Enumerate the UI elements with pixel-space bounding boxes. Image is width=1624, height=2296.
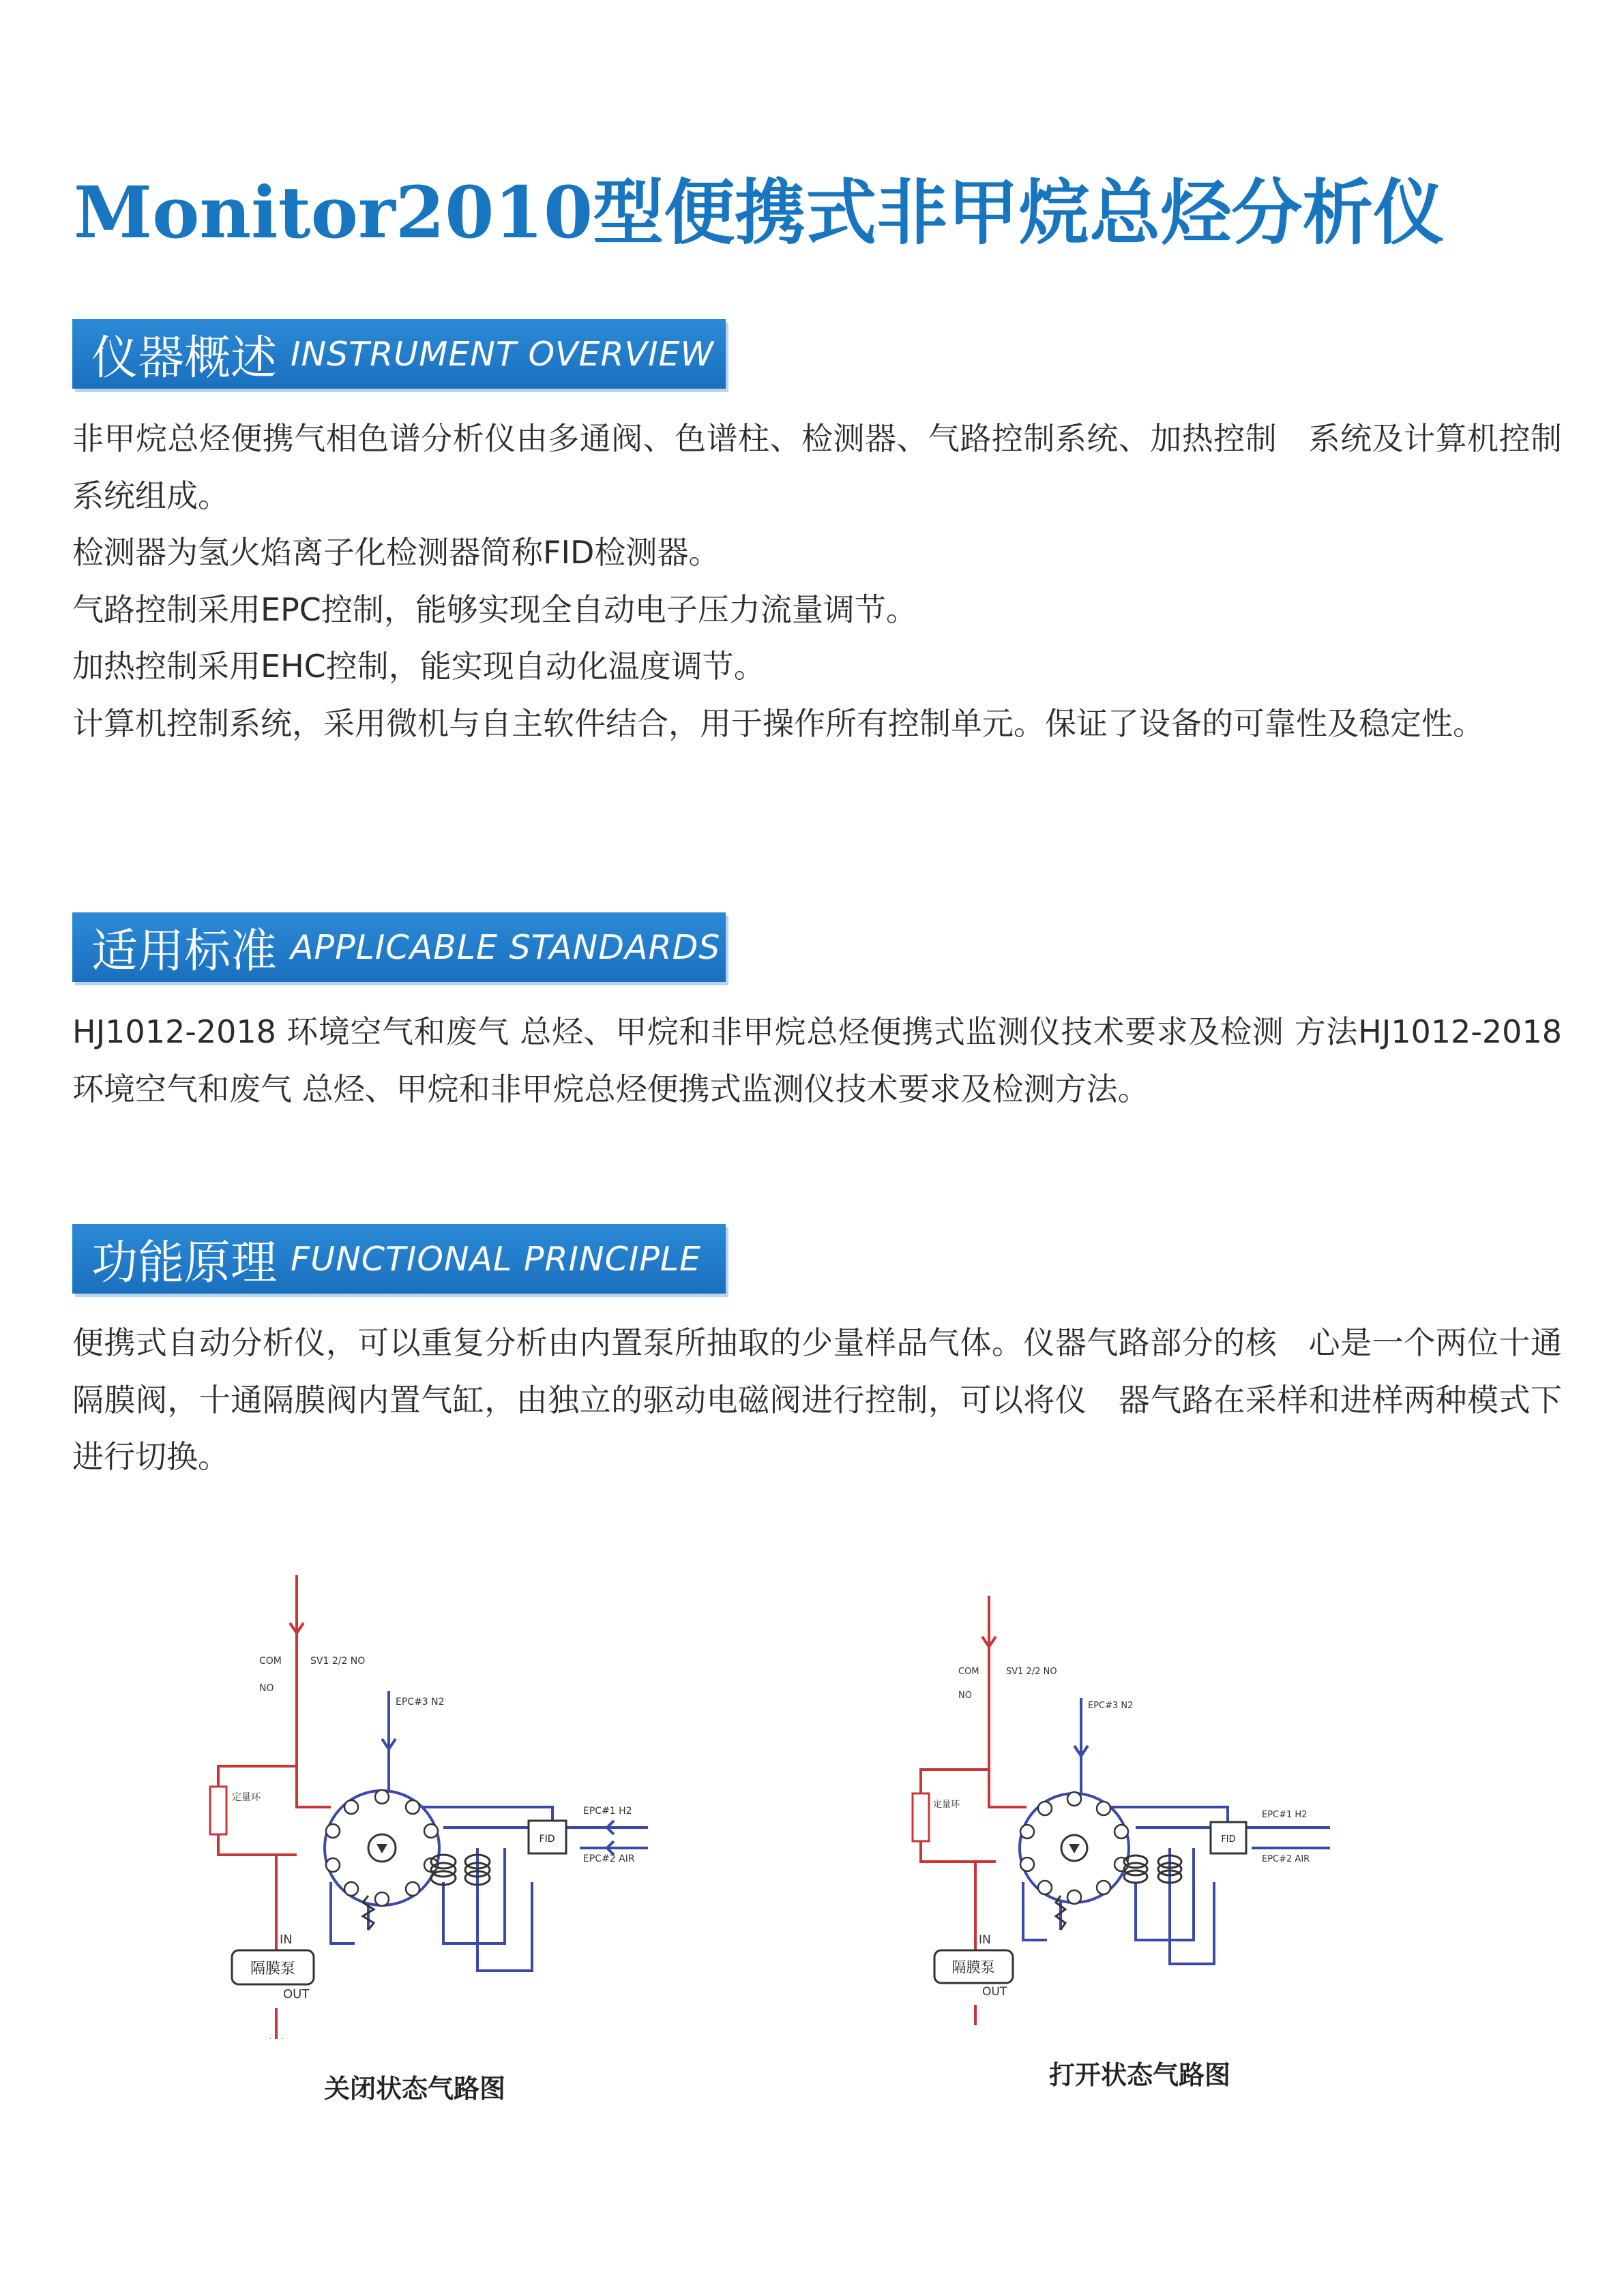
page-title: Monitor2010型便携式非甲烷总烃分析仪 [74,170,1445,254]
paragraph: 加热控制采用EHC控制，能实现自动化温度调节。 [72,648,765,685]
section-heading-zh: 适用标准 [91,924,278,979]
svg-text:FID: FID [539,1834,555,1845]
svg-text:EPC#1 H2: EPC#1 H2 [583,1806,632,1817]
svg-text:定量环: 定量环 [933,1800,960,1810]
svg-text:SV1 2/2 NO: SV1 2/2 NO [1006,1667,1057,1677]
paragraph: 非甲烷总烃便携气相色谱分析仪由多通阀、色谱柱、检测器、气路控制系统、加热控制 系统及计算机控制系统组成。 [72,420,1562,514]
svg-text:COM: COM [259,1656,282,1667]
section-heading-en: FUNCTIONAL PRINCIPLE [291,1239,702,1279]
gas-path-diagram-open [894,1582,1371,2025]
svg-text:OUT: OUT [283,1987,310,2001]
svg-text:EPC#2 AIR: EPC#2 AIR [583,1853,635,1864]
diagram-caption-closed: 关闭状态气路图 [324,2073,506,2104]
section-heading-principle [72,1224,726,1294]
gas-path-diagram-closed [191,1562,709,2039]
section-heading-zh: 仪器概述 [91,331,278,385]
paragraph: 计算机控制系统，采用微机与自主软件结合，用于操作所有控制单元。保证了设备的可靠性及稳定性。 [72,704,1484,742]
section-body-overview [72,411,1562,752]
paragraph: 便携式自动分析仪，可以重复分析由内置泵所抽取的少量样品气体。仪器气路部分的核 心是一个两位十通隔膜阀，十通隔膜阀内置气缸，由独立的驱动电磁阀进行控制，可以将仪 器气路在采样和进样两种模式下进行切换。 [72,1324,1562,1475]
svg-text:隔膜泵: 隔膜泵 [951,1959,995,1976]
section-body-principle [72,1315,1562,1486]
section-heading-en: APPLICABLE STANDARDS [291,927,721,967]
paragraph: 气路控制采用EPC控制，能够实现全自动电子压力流量调节。 [72,591,917,628]
svg-text:FID: FID [1221,1834,1236,1845]
section-heading-overview [72,319,726,389]
section-heading-standards [72,912,726,982]
svg-text:定量环: 定量环 [232,1792,261,1803]
paragraph: HJ1012-2018 环境空气和废气 总烃、甲烷和非甲烷总烃便携式监测仪技术要求及检测 方法HJ1012-2018 环境空气和废气 总烃、甲烷和非甲烷总烃便携式监测仪技术要求及检测方法。 [72,1013,1562,1107]
diagram-caption-open: 打开状态气路图 [1049,2059,1231,2090]
svg-text:IN: IN [280,1933,293,1947]
svg-text:EPC#3 N2: EPC#3 N2 [396,1697,445,1708]
svg-text:NO: NO [958,1690,972,1701]
svg-text:NO: NO [259,1683,274,1694]
section-heading-en: INSTRUMENT OVERVIEW [291,334,714,374]
svg-text:OUT: OUT [982,1985,1007,1999]
svg-text:IN: IN [979,1933,991,1947]
paragraph: 检测器为氢火焰离子化检测器简称FID检测器。 [72,534,720,571]
svg-text:EPC#2 AIR: EPC#2 AIR [1262,1854,1310,1864]
svg-text:COM: COM [958,1667,979,1677]
svg-text:EPC#1 H2: EPC#1 H2 [1262,1810,1308,1820]
section-heading-zh: 功能原理 [91,1236,278,1290]
svg-text:SV1 2/2 NO: SV1 2/2 NO [310,1656,366,1667]
svg-text:EPC#3 N2: EPC#3 N2 [1088,1701,1134,1711]
svg-text:隔膜泵: 隔膜泵 [250,1960,296,1978]
section-body-standards [72,1004,1562,1118]
